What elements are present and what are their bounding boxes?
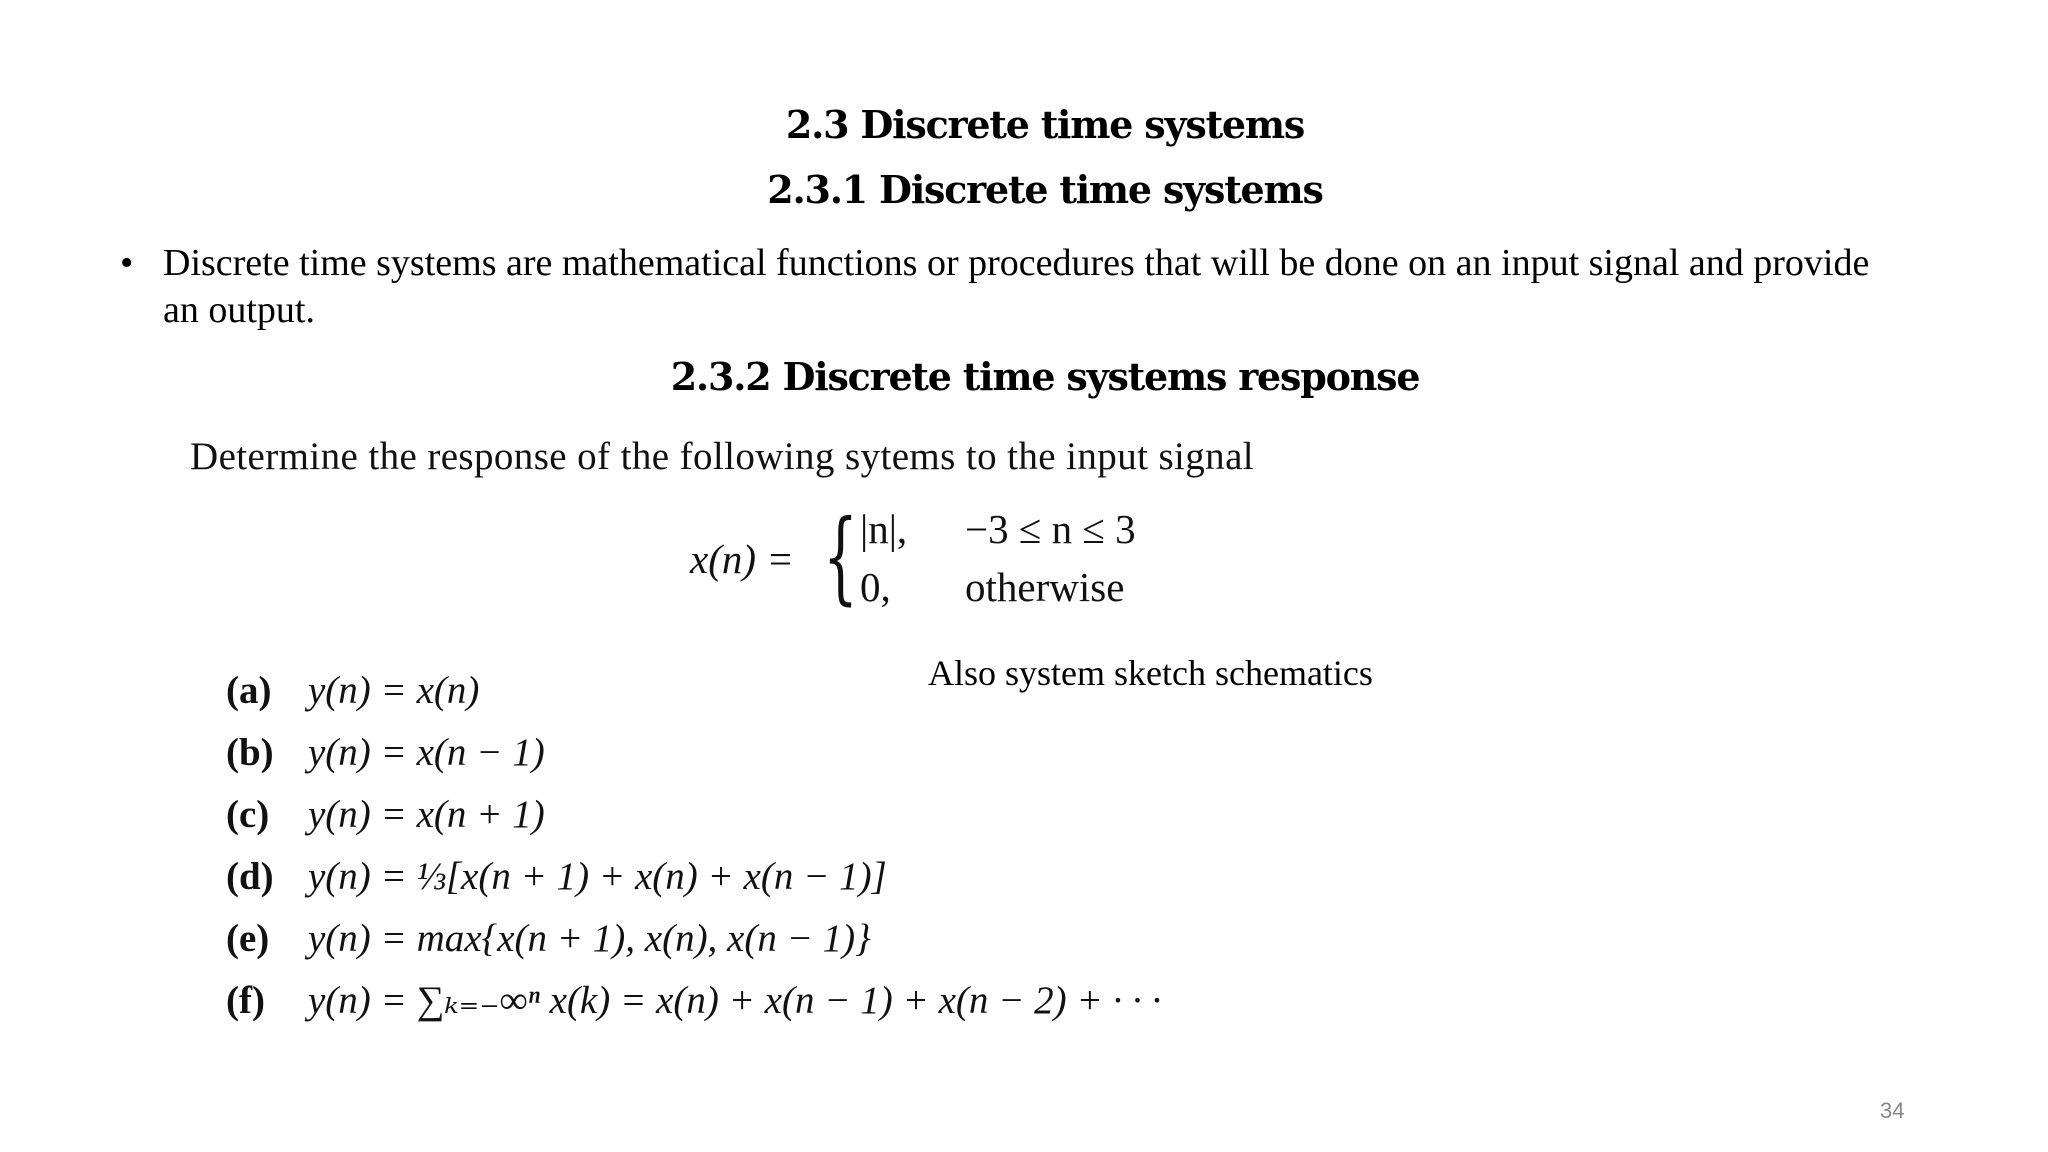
equation-expression: y(n) = x(n): [308, 669, 480, 712]
subsection-heading-1: 2.3.1 Discrete time systems: [767, 167, 1323, 212]
brace-icon: {: [823, 498, 858, 615]
equation-expression: y(n) = x(n − 1): [308, 731, 545, 774]
case2-value: 0,: [860, 564, 891, 610]
equation-label: (f): [226, 979, 265, 1022]
page-number: 34: [1880, 1098, 1905, 1123]
equation-expression: y(n) = ∑ₖ₌₋∞ⁿ x(k) = x(n) + x(n − 1) + x(n − 2) + · · ·: [308, 979, 1162, 1022]
equation-label: (e): [226, 917, 270, 960]
case2-condition: otherwise: [965, 564, 1125, 610]
equation-label: (c): [226, 793, 270, 836]
bullet-item: [120, 240, 1910, 334]
equation-row: [226, 730, 545, 792]
equation-expression: y(n) = max{x(n + 1), x(n), x(n − 1)}: [308, 917, 871, 960]
equation-expression: y(n) = ⅓[x(n + 1) + x(n) + x(n − 1)]: [308, 855, 887, 898]
section-heading: 2.3 Discrete time systems: [785, 102, 1305, 147]
case1-condition: −3 ≤ n ≤ 3: [965, 506, 1136, 552]
equation-expression: y(n) = x(n + 1): [308, 793, 545, 836]
bullet-dot-icon: •: [120, 242, 134, 284]
case1-value: |n|,: [860, 506, 908, 552]
equation-row: [226, 978, 1161, 1040]
equation-label: (b): [226, 731, 274, 774]
equation-label: (d): [226, 855, 274, 898]
equation-row: [226, 854, 887, 916]
subsection-heading-2: 2.3.2 Discrete time systems response: [670, 354, 1420, 399]
equation-label: (a): [226, 669, 272, 712]
equation-row: [226, 916, 871, 978]
equation-row: [226, 792, 545, 854]
schematic-note: Also system sketch schematics: [928, 653, 1373, 693]
problem-prompt: Determine the response of the following sytems to the input signal: [190, 435, 1255, 478]
bullet-text: Discrete time systems are mathematical functions or procedures that will be done on an input signal and provide an output.: [163, 242, 1870, 331]
equation-row: [226, 668, 479, 730]
signal-lhs: x(n) =: [690, 536, 794, 582]
